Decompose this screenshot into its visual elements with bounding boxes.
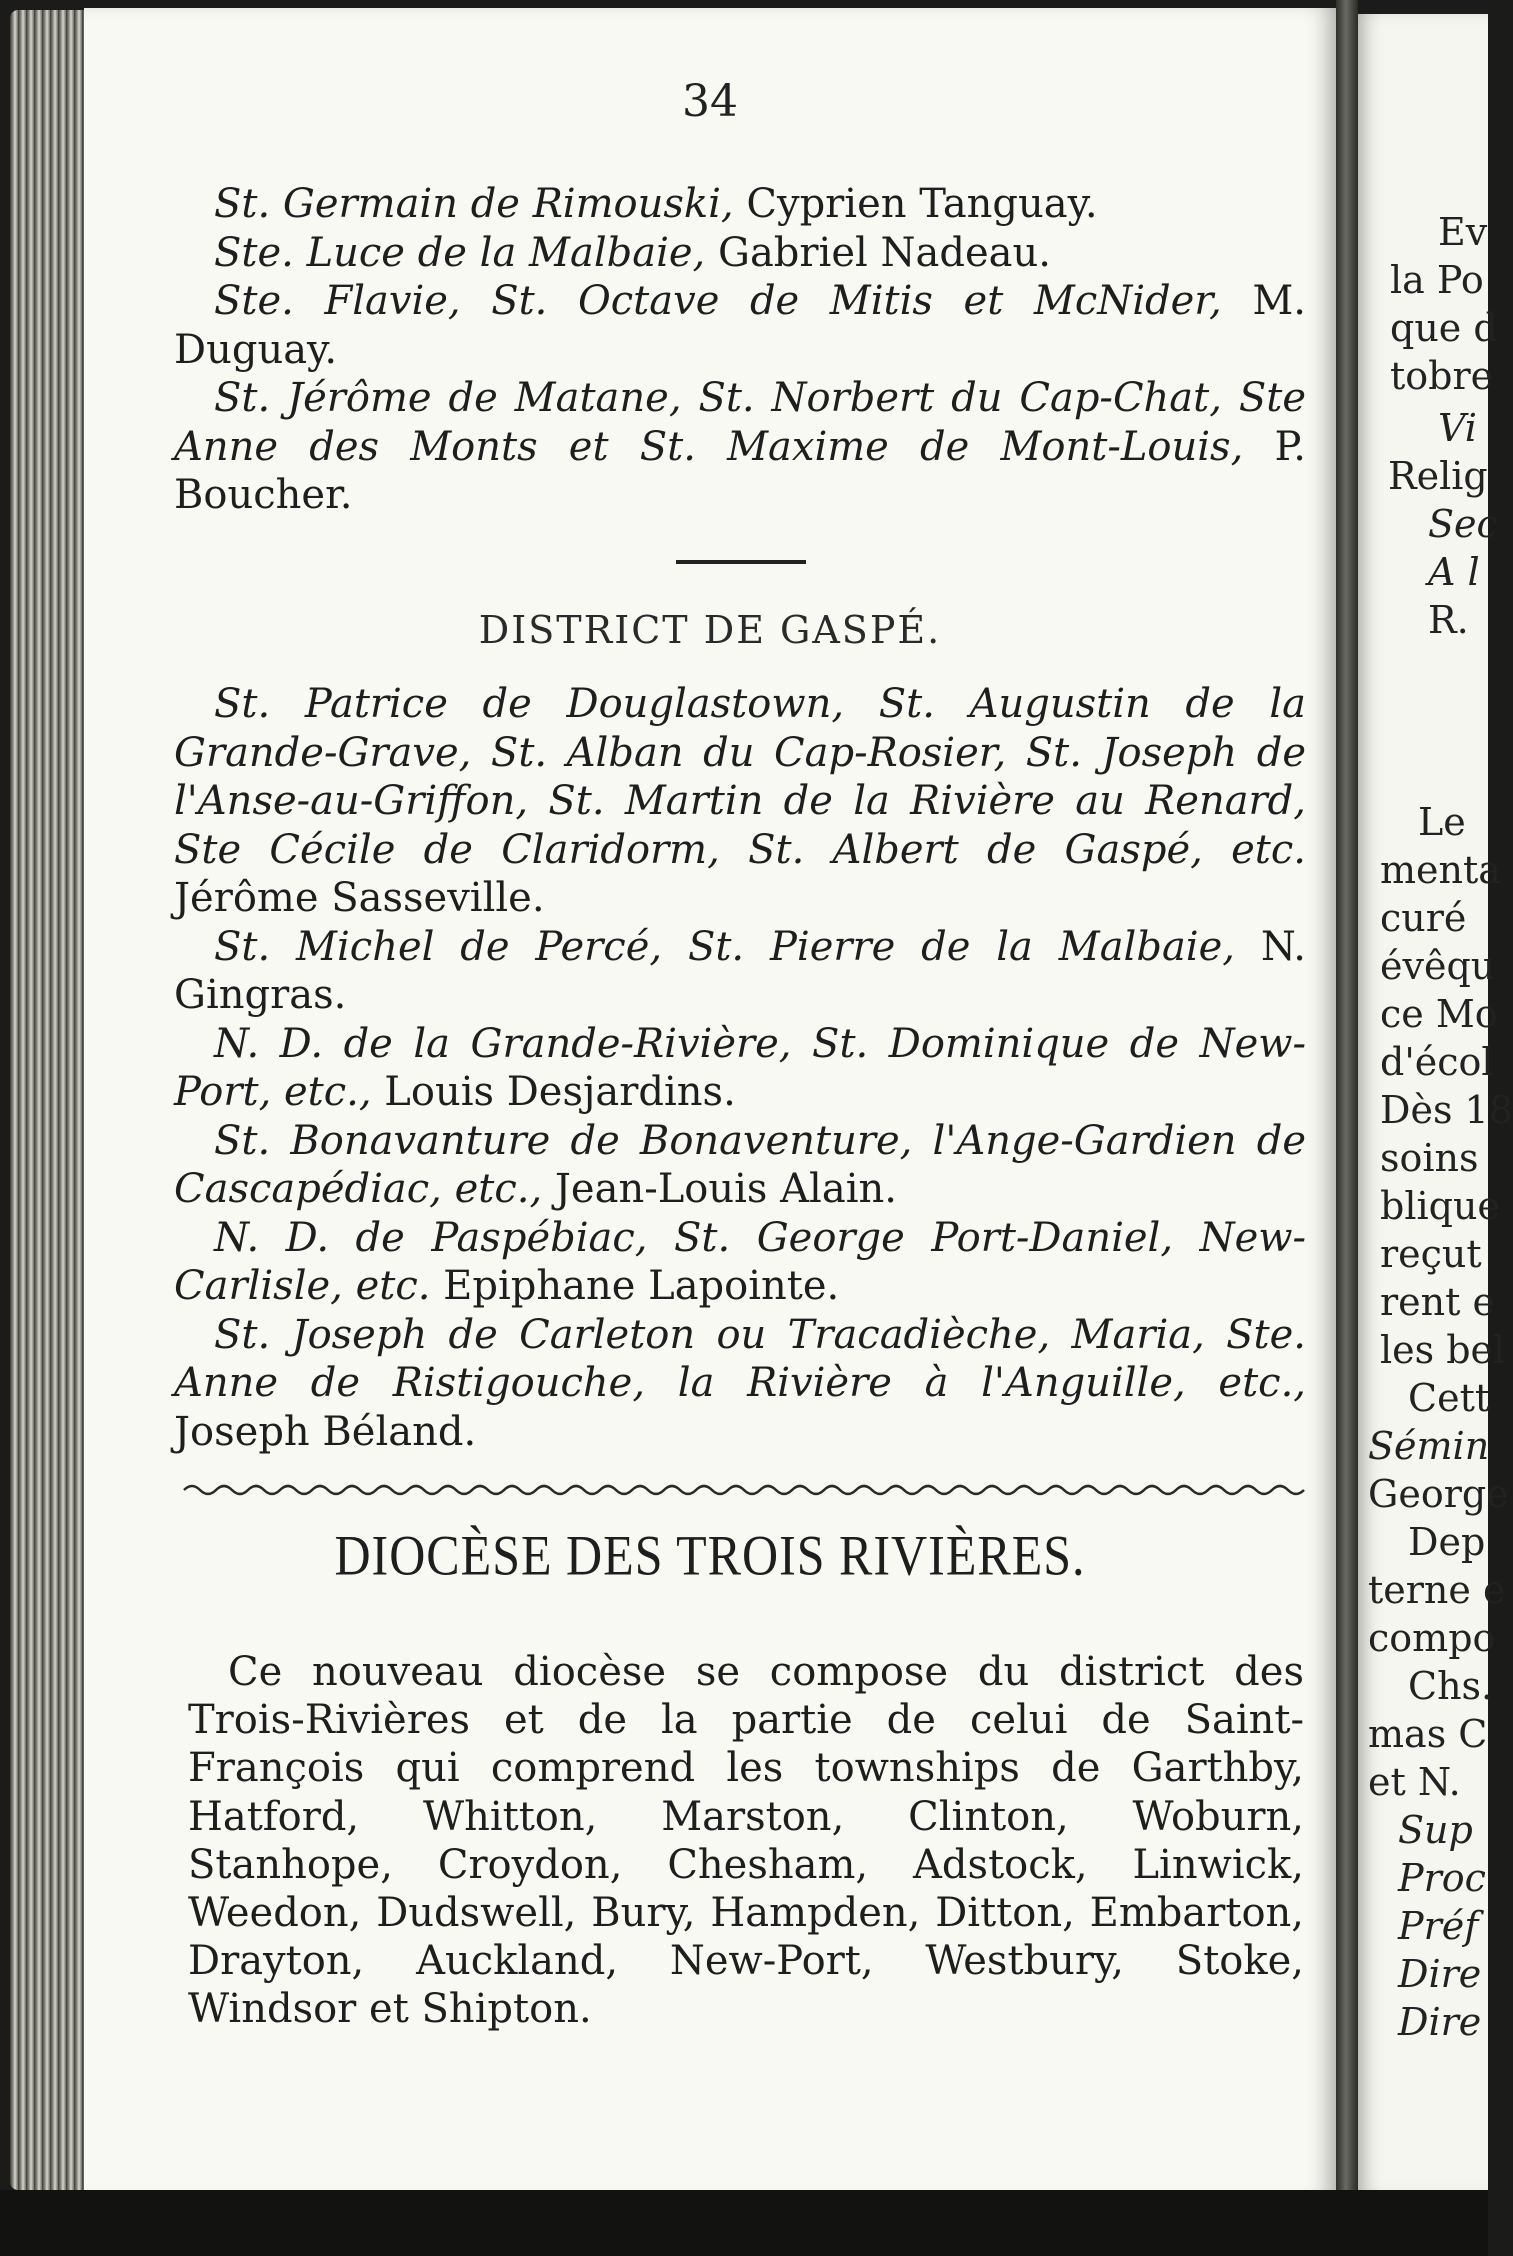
right-line: Dès 18 xyxy=(1380,1088,1513,1132)
right-line: les bel xyxy=(1380,1328,1506,1372)
diocese-heading: DIOCÈSE DES TROIS RIVIÈRES. xyxy=(334,1522,1086,1588)
right-line: évêqu xyxy=(1380,944,1496,988)
right-line: Proc xyxy=(1398,1856,1486,1900)
priest-name: Jean-Louis Alain. xyxy=(554,1166,897,1212)
right-line: Dep xyxy=(1408,1520,1486,1564)
right-line: George xyxy=(1368,1472,1509,1516)
parish-entry xyxy=(174,1214,1306,1311)
parish-names: St. Michel de Percé, St. Pierre de la Malbaie, xyxy=(214,923,1235,970)
right-line: Vi xyxy=(1438,406,1477,450)
right-line: Relig xyxy=(1388,454,1488,498)
parish-entry xyxy=(174,1117,1306,1214)
parish-names: St. Jérôme de Matane, St. Norbert du Cap-Chat, Ste Anne des Monts et St. Maxime de Mont-Louis, xyxy=(174,375,1306,470)
right-line: la Po xyxy=(1390,258,1484,302)
right-line: tobre xyxy=(1390,354,1494,398)
section-divider xyxy=(676,560,806,564)
right-line: compo xyxy=(1368,1616,1496,1660)
page-number: 34 xyxy=(682,76,738,127)
right-line: que d xyxy=(1390,306,1498,350)
priest-name: N. Gingras. xyxy=(174,923,1306,1018)
priest-name: Epiphane Lapointe. xyxy=(443,1263,840,1309)
scan-bottom-border xyxy=(0,2190,1488,2256)
wavy-divider xyxy=(184,1476,1314,1502)
right-line: R. xyxy=(1428,598,1469,642)
right-line: Sec xyxy=(1428,502,1498,546)
right-line: soins xyxy=(1380,1136,1479,1180)
parish-names: Ste. Luce de la Malbaie, xyxy=(214,229,706,276)
parish-entry xyxy=(174,277,1306,374)
parish-entry xyxy=(174,1311,1306,1457)
parish-names: N. D. de la Grande-Rivière, St. Dominique de New-Port, etc., xyxy=(174,1020,1306,1115)
right-line: reçut xyxy=(1380,1232,1482,1276)
right-line: d'écol xyxy=(1380,1040,1494,1084)
right-line: Le xyxy=(1418,800,1466,844)
book-gutter xyxy=(1336,0,1358,2210)
right-page-fragment xyxy=(1358,14,1513,2194)
right-line: blique xyxy=(1380,1184,1500,1228)
right-line: curé xyxy=(1380,896,1467,940)
priest-name: Louis Desjardins. xyxy=(384,1069,736,1115)
parish-names: St. Bonavanture de Bonaventure, l'Ange-Gardien de Cascapédiac, etc., xyxy=(174,1117,1306,1212)
right-line: Cett xyxy=(1408,1376,1491,1420)
right-line: ce Mo xyxy=(1380,992,1498,1036)
priest-name: Joseph Béland. xyxy=(174,1408,477,1455)
right-line: terne e xyxy=(1368,1568,1506,1612)
parish-entry xyxy=(174,923,1306,1020)
parish-entry xyxy=(174,680,1306,923)
right-line: Chs. xyxy=(1408,1664,1494,1708)
parish-names: St. Patrice de Douglastown, St. Augustin de la Grande-Grave, St. Alban du Cap-Rosier, St. Joseph de l'Anse-au-Griffon, St. Martin de la Rivière au Renard, Ste Cécile de Claridorm, St. Albert de Gaspé, etc. xyxy=(174,681,1306,873)
parish-list-gaspe xyxy=(174,680,1306,1456)
book-page-edges xyxy=(10,10,84,2190)
parish-entry xyxy=(174,374,1306,520)
parish-entry xyxy=(174,180,1306,229)
left-page xyxy=(84,8,1336,2198)
parish-names: Ste. Flavie, St. Octave de Mitis et McNider, xyxy=(214,278,1222,324)
right-line: Dire xyxy=(1398,1952,1482,1996)
priest-name: Jérôme Sasseville. xyxy=(174,875,545,921)
right-line: et N. xyxy=(1368,1760,1461,1804)
right-line: rent e xyxy=(1380,1280,1495,1324)
right-line: Dire xyxy=(1398,2000,1482,2044)
right-line: Sémin xyxy=(1368,1424,1490,1468)
right-line: Préf xyxy=(1398,1904,1479,1948)
parish-names: St. Germain de Rimouski, xyxy=(214,181,734,227)
priest-name: M. Duguay. xyxy=(174,278,1307,373)
right-line: Ev xyxy=(1438,210,1488,254)
parish-names: St. Joseph de Carleton ou Tracadièche, Maria, Ste. Anne de Ristigouche, la Rivière à l'Anguille, etc., xyxy=(174,1311,1306,1406)
parish-entry xyxy=(174,1020,1306,1117)
parish-names: N. D. de Paspébiac, St. George Port-Daniel, New-Carlisle, etc. xyxy=(174,1214,1306,1309)
district-heading: DISTRICT DE GASPÉ. xyxy=(478,608,942,652)
priest-name: Cyprien Tanguay. xyxy=(746,181,1098,227)
priest-name: P. Boucher. xyxy=(174,423,1306,518)
right-line: A l xyxy=(1428,550,1480,594)
parish-entry xyxy=(174,229,1306,278)
priest-name: Gabriel Nadeau. xyxy=(718,229,1051,276)
right-line: mas C xyxy=(1368,1712,1488,1756)
diocese-paragraph: Ce nouveau diocèse se compose du district des Trois-Rivières et de la partie de celui de Saint-François qui comprend les townships de Garthby, Hatford, Whitton, Marston, Clinton, Woburn, Stanhope, Croydon, Chesham, Adstock, Linwick, Weedon, Dudswell, Bury, Hampden, Ditton, Embarton, Drayton, Auckland, New-Port, Westbury, Stoke, Windsor et Shipton. xyxy=(188,1649,1304,2033)
right-line: Sup xyxy=(1398,1808,1473,1852)
parish-list-rimouski xyxy=(174,180,1306,520)
right-line: menta xyxy=(1380,848,1501,892)
